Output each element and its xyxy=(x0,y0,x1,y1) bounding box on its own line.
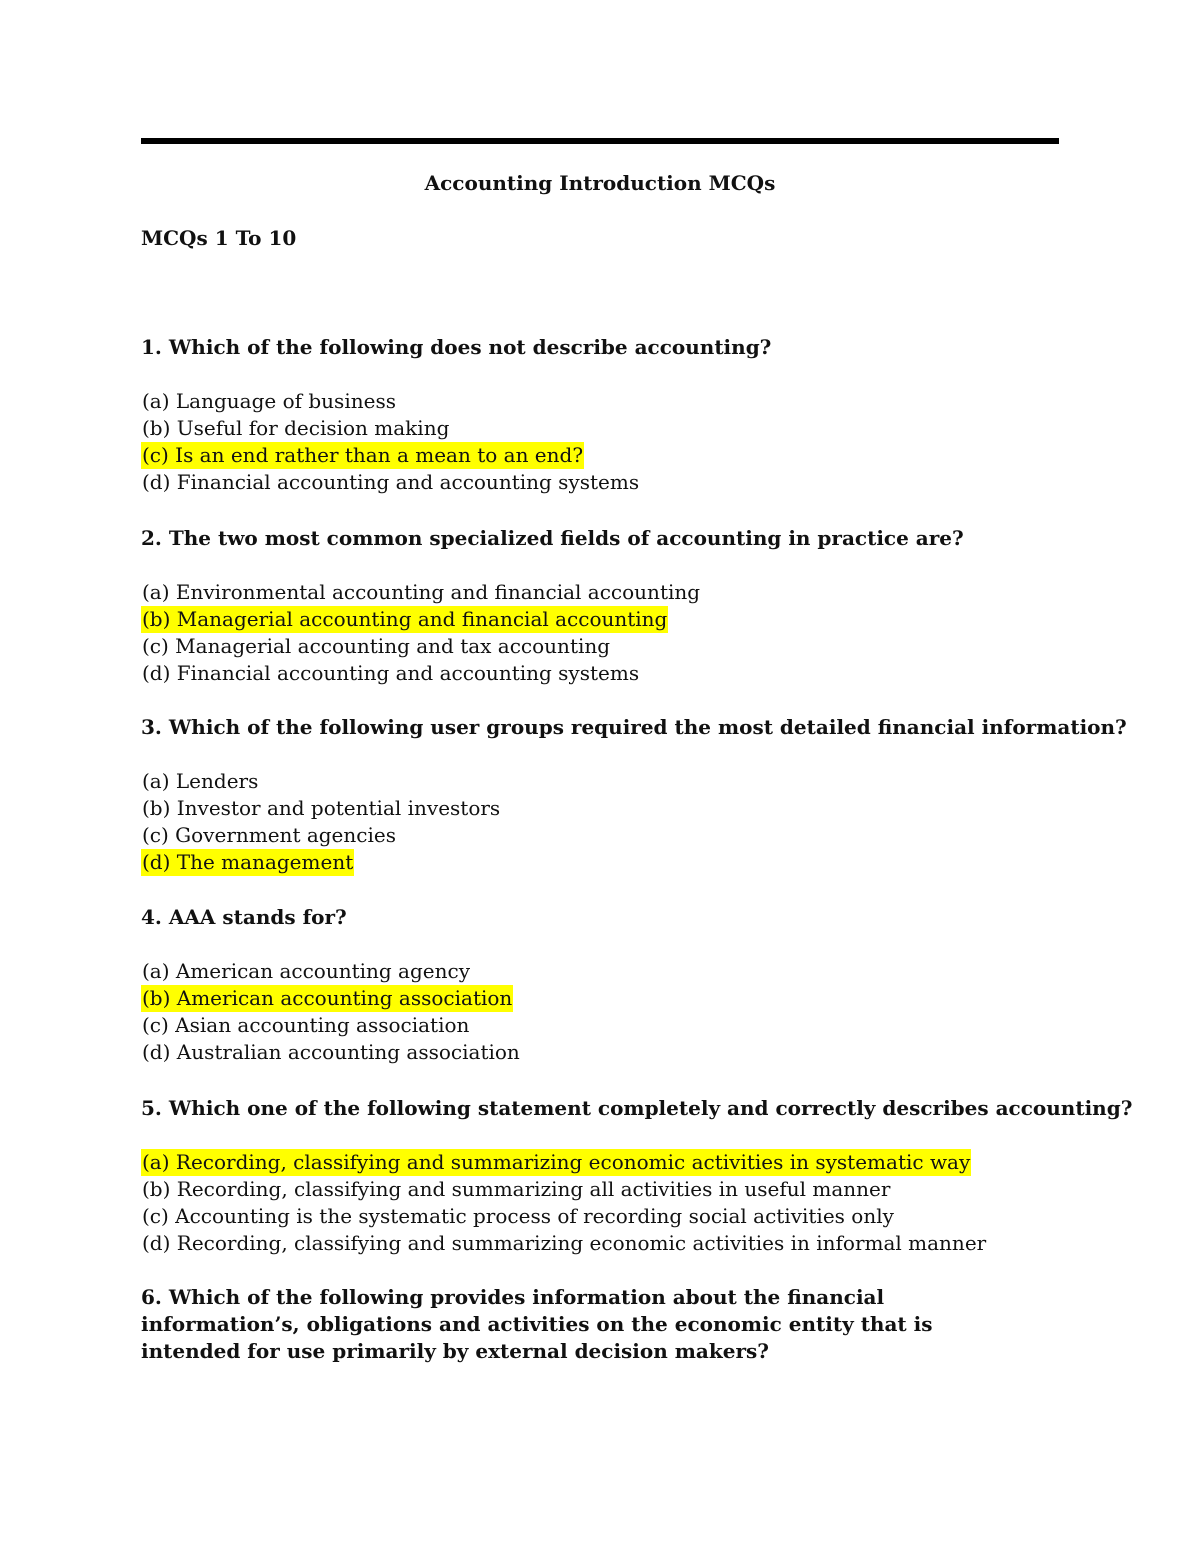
header-rule xyxy=(141,138,1059,144)
option-a: (a) Language of business xyxy=(142,389,396,413)
option-b: (b) Investor and potential investors xyxy=(142,796,501,820)
question-text: 1. Which of the following does not describe accounting? xyxy=(141,335,772,359)
option-c: (c) Managerial accounting and tax accounting xyxy=(142,634,611,658)
option-b-correct-highlight: (b) Managerial accounting and financial accounting xyxy=(142,607,668,631)
option-a: (a) Lenders xyxy=(142,769,259,793)
option-d-correct-highlight: (d) The management xyxy=(142,850,354,874)
question-3 xyxy=(141,714,1127,876)
option-d: (d) Australian accounting association xyxy=(142,1040,520,1064)
option-a: (a) American accounting agency xyxy=(142,959,470,983)
option-d: (d) Financial accounting and accounting systems xyxy=(142,661,640,685)
option-c: (c) Government agencies xyxy=(142,823,396,847)
question-text: 5. Which one of the following statement completely and correctly describes accounting? xyxy=(141,1096,1133,1120)
question-text: 4. AAA stands for? xyxy=(141,905,347,929)
option-d: (d) Recording, classifying and summarizing economic activities in informal manner xyxy=(142,1231,987,1255)
option-c: (c) Accounting is the systematic process of recording social activities only xyxy=(142,1204,894,1228)
question-text: 6. Which of the following provides information about the financial information’s, obligations and activities on the economic entity that is intended for use primarily by external decision makers? xyxy=(141,1285,933,1363)
question-text: 3. Which of the following user groups required the most detailed financial information? xyxy=(141,715,1127,739)
question-text: 2. The two most common specialized fields of accounting in practice are? xyxy=(141,526,964,550)
option-list xyxy=(141,1149,1059,1257)
option-c: (c) Asian accounting association xyxy=(142,1013,470,1037)
document-title: Accounting Introduction MCQs xyxy=(424,171,776,195)
option-b-correct-highlight: (b) American accounting association xyxy=(142,986,513,1010)
option-c-correct-highlight: (c) Is an end rather than a mean to an end? xyxy=(142,443,584,467)
question-1 xyxy=(141,334,1059,496)
option-b: (b) Useful for decision making xyxy=(142,416,450,440)
document-subtitle: MCQs 1 To 10 xyxy=(141,226,297,250)
option-a-correct-highlight: (a) Recording, classifying and summarizing economic activities in systematic way xyxy=(142,1150,971,1174)
option-list xyxy=(141,958,1059,1066)
question-5 xyxy=(141,1095,1133,1257)
option-list xyxy=(141,388,1059,496)
option-list xyxy=(141,579,1059,687)
option-a: (a) Environmental accounting and financial accounting xyxy=(142,580,701,604)
question-4 xyxy=(141,904,1059,1066)
question-2 xyxy=(141,525,1059,687)
option-b: (b) Recording, classifying and summarizing all activities in useful manner xyxy=(142,1177,891,1201)
question-6 xyxy=(141,1284,1059,1365)
option-list xyxy=(141,768,1059,876)
option-d: (d) Financial accounting and accounting systems xyxy=(142,470,640,494)
